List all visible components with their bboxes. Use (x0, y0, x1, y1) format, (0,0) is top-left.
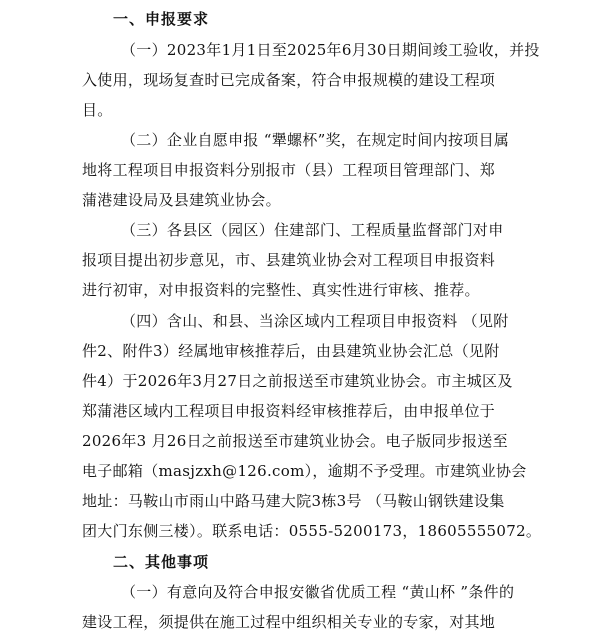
text-line: （二）企业自愿申报 “犟螺杯”奖，在规定时间内按项目属 (121, 131, 510, 149)
section-heading: 二、其他事项 (113, 553, 210, 571)
text-line: 入使用，现场复查时已完成备案，符合申报规模的建设工程项 (82, 71, 496, 89)
text-line: 报项目提出初步意见，市、县建筑业协会对工程项目申报资料 (82, 251, 496, 269)
text-line: 2026年3 月26日之前报送至市建筑业协会。电子版同步报送至 (82, 432, 508, 450)
text-line: 建设工程，须提供在施工过程中组织相关专业的专家，对其地 (82, 613, 496, 631)
text-line: 蒲港建设局及县建筑业协会。 (82, 191, 281, 209)
text-line: 地址：马鞍山市雨山中路马建大院3栋3号 （马鞍山钢铁建设集 (82, 492, 505, 510)
text-line: （一）2023年1月1日至2025年6月30日期间竣工验收，并投 (121, 41, 540, 59)
text-line: 团大门东侧三楼）。联系电话：0555-5200173，18605555072。 (82, 522, 542, 540)
text-line: 件2、附件3）经属地审核推荐后，由县建筑业协会汇总（见附 (82, 342, 500, 360)
text-line: （四）含山、和县、当涂区域内工程项目申报资料 （见附 (121, 312, 509, 330)
text-line: （一）有意向及符合申报安徽省优质工程 “黄山杯 ”条件的 (121, 583, 515, 601)
text-line: 件4）于2026年3月27日之前报送至市建筑业协会。市主城区及 (82, 372, 513, 390)
text-line: 电子邮箱（masjzxh@126.com），逾期不予受理。市建筑业协会 (82, 462, 527, 480)
text-line: 地将工程项目申报资料分别报市（县）工程项目管理部门、郑 (82, 161, 496, 179)
text-line: 进行初审，对申报资料的完整性、真实性进行审核、推荐。 (82, 281, 480, 299)
text-line: （三）各县区（园区）住建部门、工程质量监督部门对申 (121, 221, 504, 239)
section-heading: 一、申报要求 (113, 10, 210, 28)
text-line: 郑蒲港区域内工程项目申报资料经审核推荐后，由申报单位于 (82, 402, 496, 420)
text-line: 目。 (82, 101, 113, 119)
